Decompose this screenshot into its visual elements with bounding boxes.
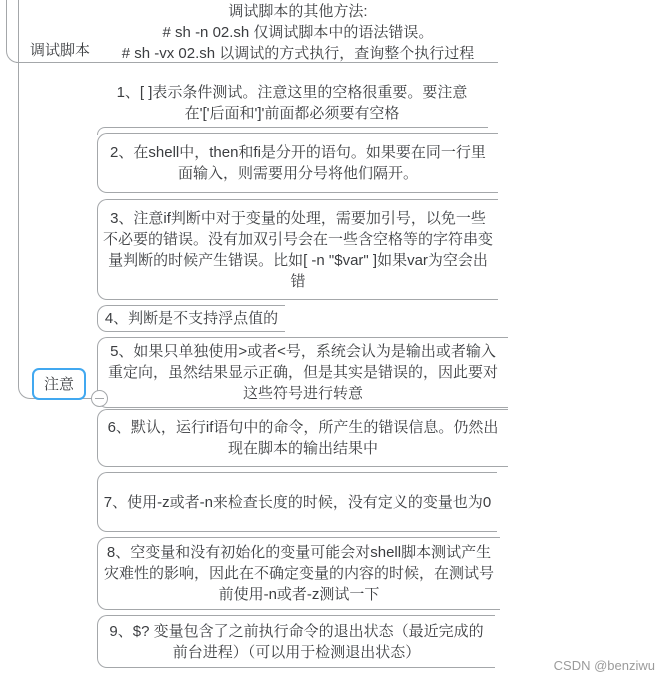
topic-debug-script[interactable] (26, 39, 94, 61)
topic-note-item[interactable]: 9、$? 变量包含了之前执行命令的退出状态（最近完成的前台进程）（可以用于检测退出状态） (97, 615, 495, 668)
topic-note-item[interactable]: 4、判断是不支持浮点值的 (97, 305, 285, 332)
topic-debug-methods[interactable] (97, 3, 499, 61)
topic-note-item[interactable]: 7、使用-z或者-n来检查长度的时候，没有定义的变量也为0 (97, 472, 497, 532)
connector-main-trunk (18, 0, 19, 381)
topic-note-item[interactable]: 3、注意if判断中对于变量的处理，需要加引号，以免一些不必要的错误。没有加双引号会在一些含空格等的字符串变量判断的时候产生错误。比如[ -n "$var" ]如果var为空会出错 (97, 199, 498, 300)
watermark: CSDN @benziwu (553, 658, 655, 673)
collapse-toggle-button[interactable] (91, 390, 108, 407)
topic-note-item[interactable]: 2、在shell中，then和fi是分开的语句。如果要在同一行里面输入，则需要用分号将他们隔开。 (97, 133, 498, 193)
topic-note[interactable] (32, 368, 86, 400)
topic-note-label: 注意 (43, 375, 74, 393)
connector-note-arc (18, 381, 33, 399)
debug-methods-line: # sh -n 02.sh 仅调试脚本中的语法错误。 (162, 23, 434, 41)
topic-debug-script-label: 调试脚本 (29, 41, 90, 59)
topic-note-item[interactable]: 5、如果只单独使用>或者<号，系统会认为是输出或者输入重定向，虽然结果显示正确，但是其实是错误的，因此要对这些符号进行转意 (97, 337, 508, 408)
debug-methods-line: 调试脚本的其他方法: (228, 2, 368, 20)
topic-note-item[interactable]: 8、空变量和没有初始化的变量可能会对shell脚本测试产生灾难性的影响，因此在不确定变量的内容的时候，在测试号前使用-n或者-z测试一下 (97, 537, 500, 610)
minus-icon (95, 398, 104, 399)
topic-note-item[interactable]: 1、[ ]表示条件测试。注意这里的空格很重要。要注意在'['后面和']'前面都必须要有空格 (116, 84, 468, 122)
debug-methods-line: # sh -vx 02.sh 以调试的方式执行，查询整个执行过程 (121, 44, 475, 62)
topic-note-item[interactable]: 6、默认，运行if语句中的命令，所产生的错误信息。仍然出现在脚本的输出结果中 (97, 409, 508, 467)
